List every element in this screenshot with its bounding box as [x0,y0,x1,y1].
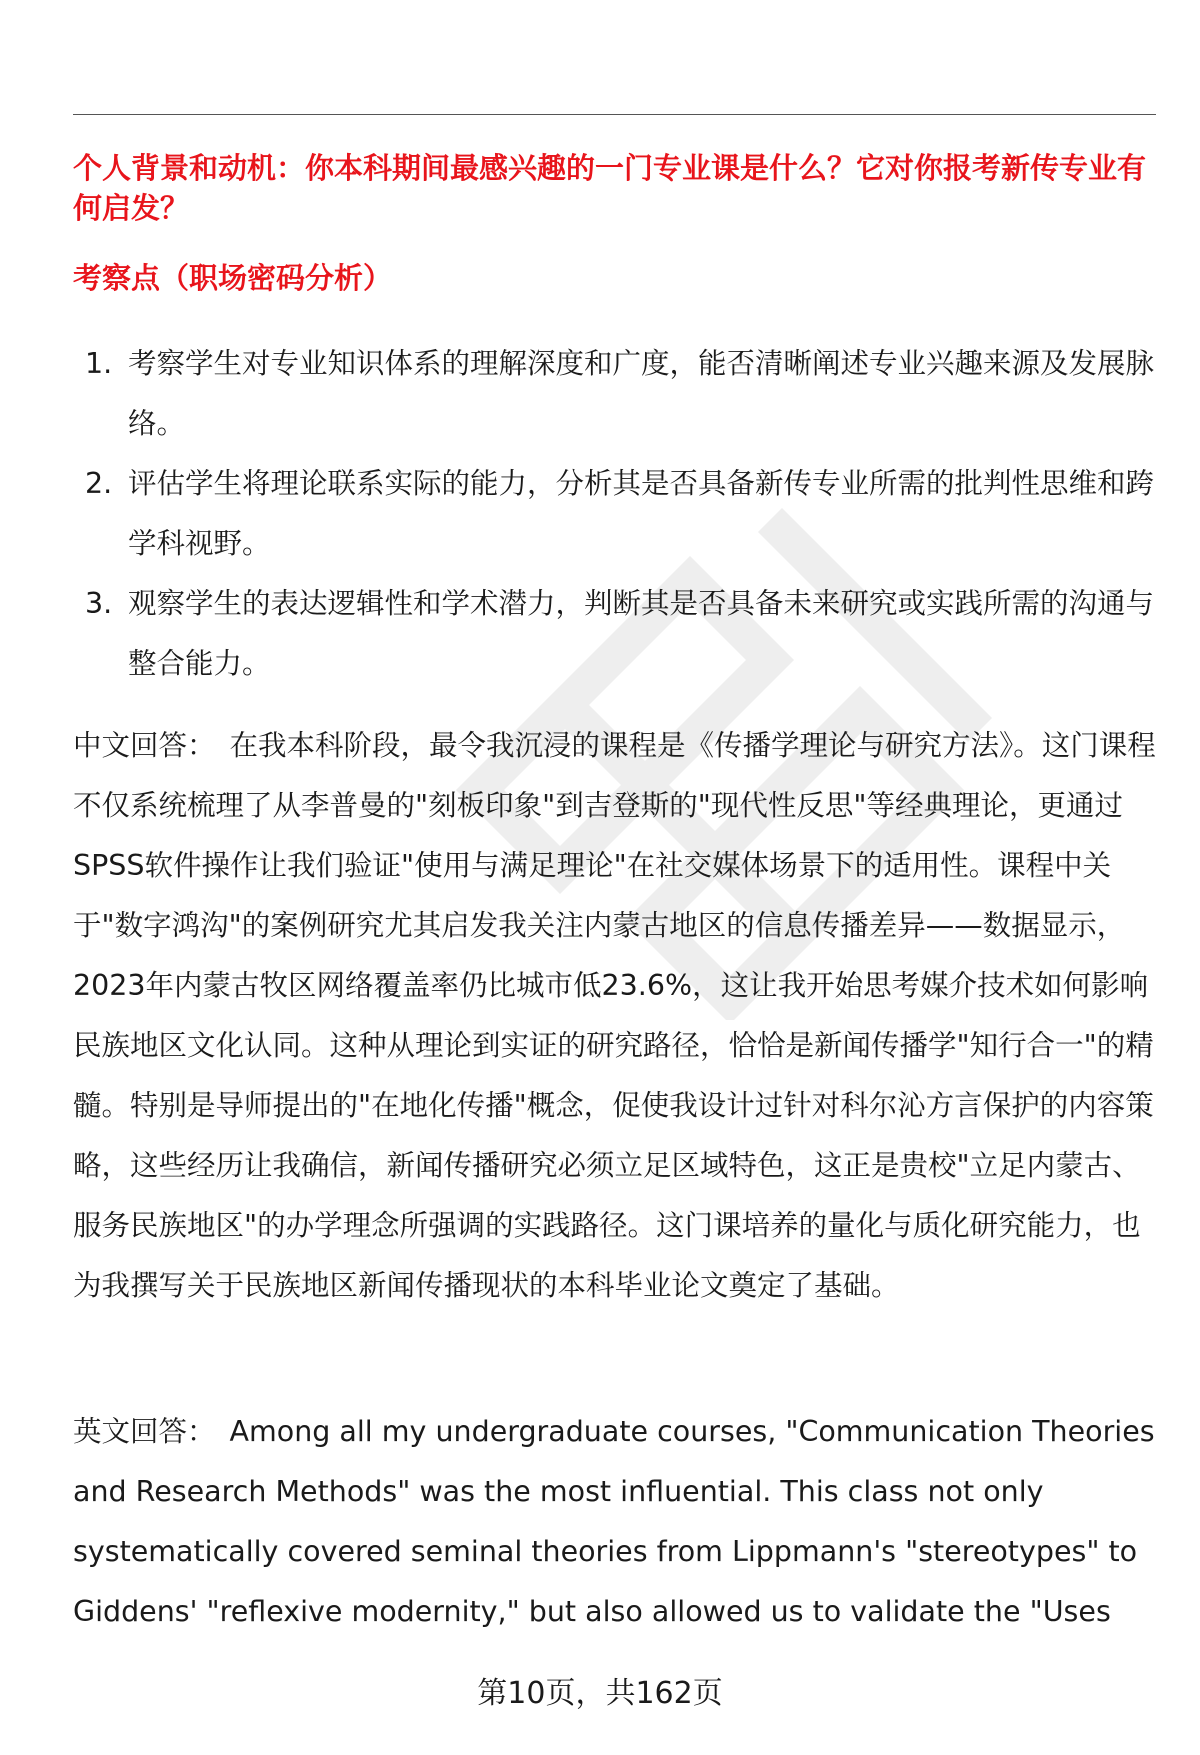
chinese-answer-paragraph [73,716,1163,1316]
list-item-text: 观察学生的表达逻辑性和学术潜力，判断其是否具备未来研究或实践所需的沟通与整合能力。 [128,587,1155,680]
list-item-text: 考察学生对专业知识体系的理解深度和广度，能否清晰阐述专业兴趣来源及发展脉络。 [128,347,1155,440]
list-item-text: 评估学生将理论联系实际的能力，分析其是否具备新传专业所需的批判性思维和跨学科视野。 [128,467,1155,560]
top-divider [73,114,1156,115]
page-footer: 第10页，共162页 [477,1676,723,1711]
focus-points-list [73,334,1163,694]
chinese-answer-label: 中文回答： [73,729,216,762]
focus-heading: 考察点（职场密码分析） [73,261,393,295]
list-item [73,334,1163,454]
list-item-number: 3. [85,587,113,620]
list-item-number: 2. [85,467,113,500]
question-heading: 个人背景和动机：你本科期间最感兴趣的一门专业课是什么？它对你报考新传专业有何启发？ [73,151,1147,225]
chinese-answer-text: 在我本科阶段，最令我沉浸的课程是《传播学理论与研究方法》。这门课程不仅系统梳理了从李普曼的"刻板印象"到吉登斯的"现代性反思"等经典理论，更通过SPSS软件操作让我们验证"使用与满足理论"在社交媒体场景下的适用性。课程中关于"数字鸿沟"的案例研究尤其启发我关注内蒙古地区的信息传播差异——数据显示，2023年内蒙古牧区网络覆盖率仍比城市低23.6%，这让我开始思考媒介技术如何影响民族地区文化认同。这种从理论到实证的研究路径，恰恰是新闻传播学"知行合一"的精髓。特别是导师提出的"在地化传播"概念，促使我设计过针对科尔沁方言保护的内容策略，这些经历让我确信，新闻传播研究必须立足区域特色，这正是贵校"立足内蒙古、服务民族地区"的办学理念所强调的实践路径。这门课培养的量化与质化研究能力，也为我撰写关于民族地区新闻传播现状的本科毕业论文奠定了基础。 [73,729,1156,1302]
list-item [73,574,1163,694]
english-answer-label: 英文回答： [73,1415,216,1448]
english-answer-text: Among all my undergraduate courses, "Communication Theories and Research Methods" was the most influential. This class not only systematically covered seminal theories from Lippmann's "stereotypes" to Giddens' "reflexive modernity," but also allowed us to validate the "Uses [73,1415,1155,1628]
list-item [73,454,1163,574]
list-item-number: 1. [85,347,113,380]
english-answer-paragraph [73,1402,1163,1642]
